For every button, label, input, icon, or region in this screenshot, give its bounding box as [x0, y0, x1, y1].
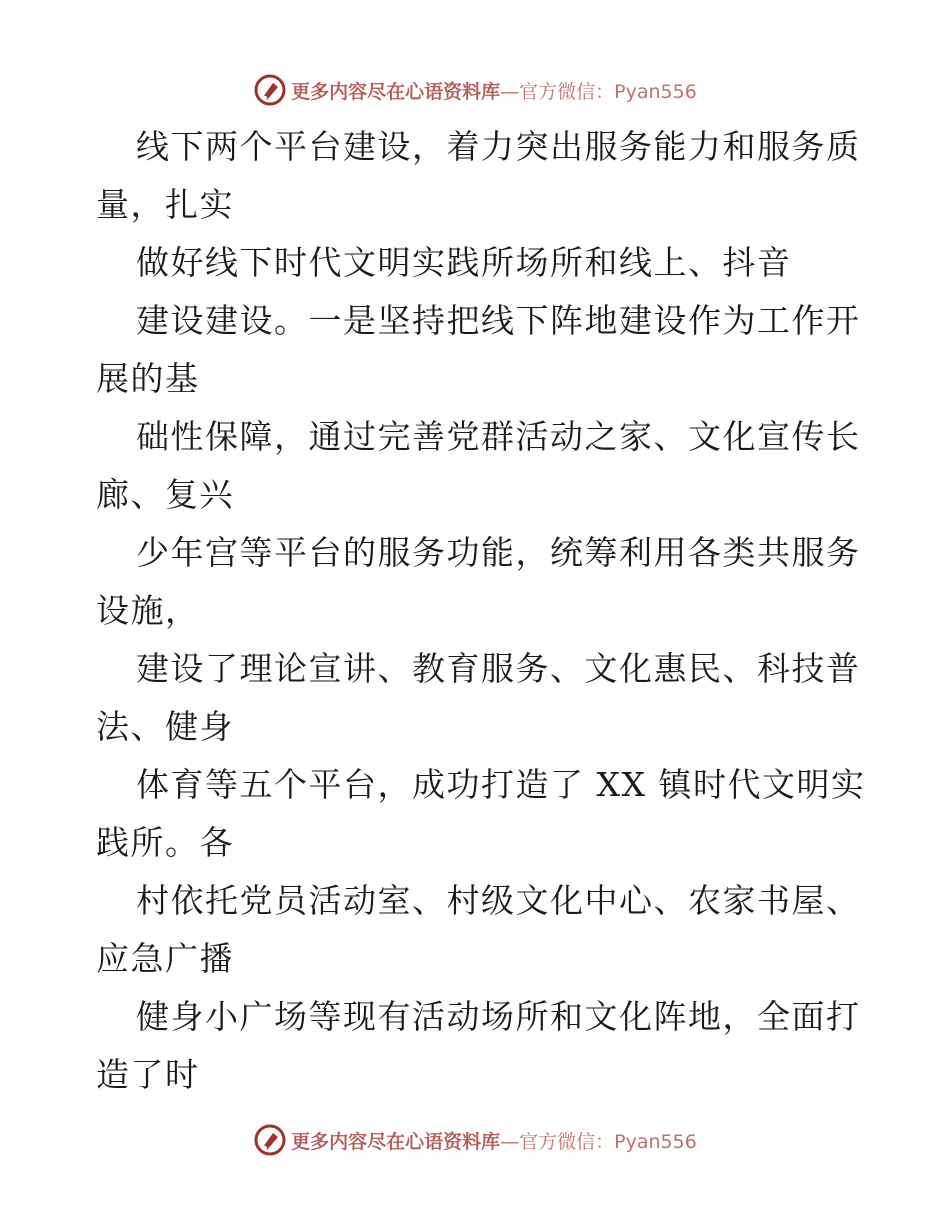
- paragraph: 线下两个平台建设，着力突出服务能力和服务质量，扎实: [96, 127, 861, 224]
- pen-nib-icon: [253, 1123, 287, 1157]
- header-banner: [0, 72, 950, 108]
- paragraph: 建设建设。一是坚持把线下阵地建设作为工作开展的基: [96, 301, 861, 398]
- paragraph: 少年宫等平台的服务功能，统筹利用各类共服务设施，: [96, 533, 861, 630]
- footer-banner: [0, 1122, 950, 1158]
- paragraph: 村依托党员活动室、村级文化中心、农家书屋、应急广播: [96, 881, 861, 978]
- paragraph: 体育等五个平台，成功打造了 XX 镇时代文明实践所。各: [96, 765, 866, 862]
- banner-brand-text: 更多内容尽在心语资料库: [291, 1130, 501, 1153]
- paragraph: 础性保障，通过完善党群活动之家、文化宣传长廊、复兴: [96, 417, 861, 514]
- banner-wechat-text: —官方微信：Pyan556: [500, 80, 697, 103]
- paragraph: 建设了理论宣讲、教育服务、文化惠民、科技普法、健身: [96, 649, 861, 746]
- paragraph: 健身小广场等现有活动场所和文化阵地，全面打造了时: [96, 997, 861, 1094]
- banner-brand-text: 更多内容尽在心语资料库: [291, 80, 501, 103]
- document-body: [96, 118, 866, 1104]
- pen-nib-icon: [253, 73, 287, 107]
- paragraph: 做好线下时代文明实践所场所和线上、抖音: [136, 243, 792, 282]
- banner-wechat-text: —官方微信：Pyan556: [500, 1130, 697, 1153]
